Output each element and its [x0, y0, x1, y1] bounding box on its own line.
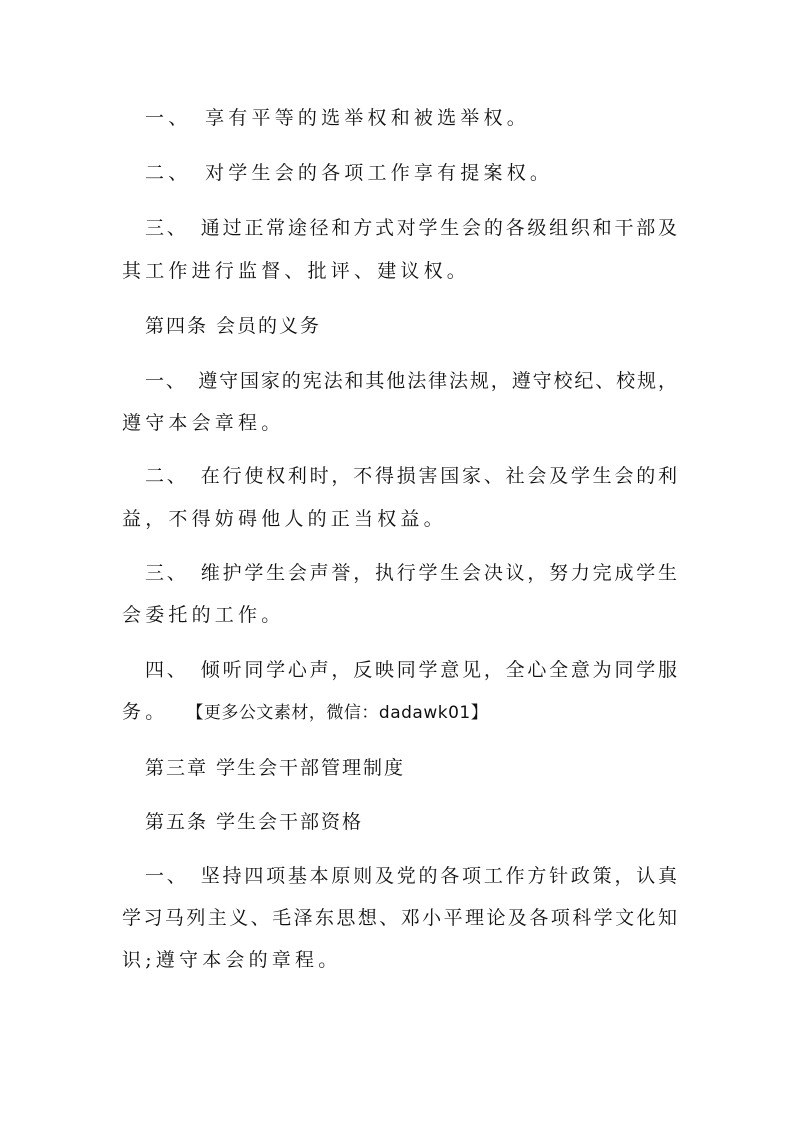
text-line: 一、 遵守国家的宪法和其他法律法规，遵守校纪、校规，	[145, 370, 677, 392]
text-line: 会委托的工作。	[122, 604, 285, 626]
text-line	[122, 700, 677, 725]
section-heading: 第四条 会员的义务	[145, 315, 322, 337]
chapter-heading: 第三章 学生会干部管理制度	[145, 757, 406, 779]
text-line: 一、 坚持四项基本原则及党的各项工作方针政策，认真	[145, 865, 677, 887]
text-line: 学习马列主义、毛泽东思想、邓小平理论及各项科学文化知	[122, 907, 677, 929]
text-line: 识;遵守本会的章程。	[122, 949, 342, 971]
text-line: 二、 对学生会的各项工作享有提案权。	[145, 162, 554, 184]
section-heading: 第五条 学生会干部资格	[145, 811, 364, 833]
text-segment: 务。	[122, 701, 169, 723]
text-line: 益，不得妨碍他人的正当权益。	[122, 508, 447, 530]
text-line: 四、 倾听同学心声，反映同学意见，全心全意为同学服	[145, 659, 677, 681]
promo-note: 【更多公文素材，微信：dadawk01】	[186, 703, 489, 723]
text-line: 三、 维护学生会声誉，执行学生会决议，努力完成学生	[145, 562, 677, 584]
text-line: 遵守本会章程。	[122, 412, 285, 434]
text-line: 其工作进行监督、批评、建议权。	[122, 260, 471, 282]
text-line: 二、 在行使权利时，不得损害国家、社会及学生会的利	[145, 465, 677, 487]
text-line: 三、 通过正常途径和方式对学生会的各级组织和干部及	[145, 217, 677, 239]
text-line: 一、 享有平等的选举权和被选举权。	[145, 107, 530, 129]
